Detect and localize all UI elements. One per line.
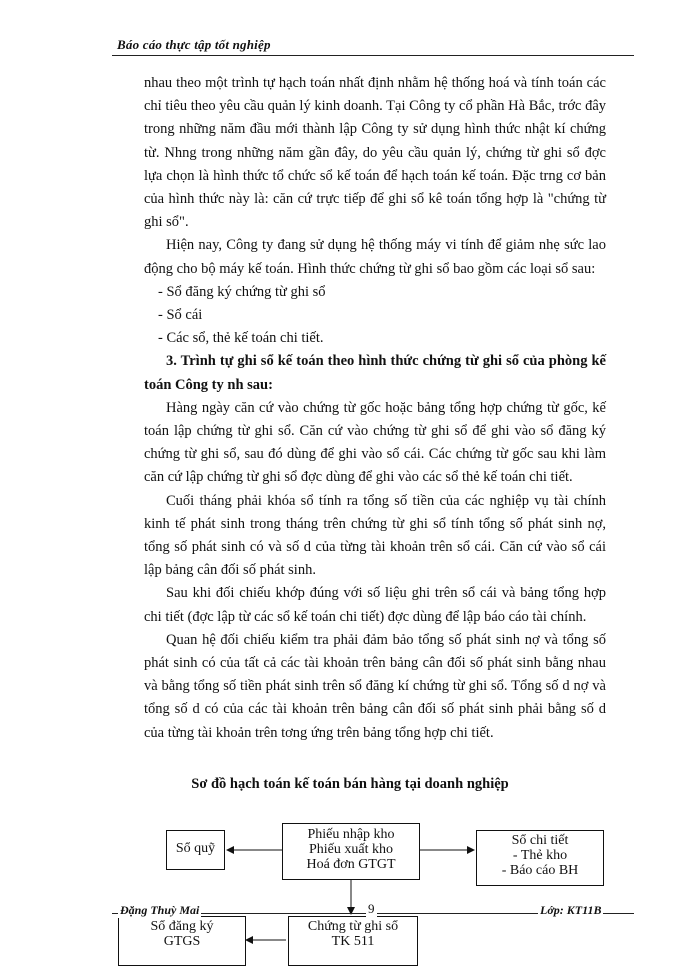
section-heading-3: 3. Trình tự ghi sổ kế toán theo hình thức chứng từ ghi sổ của phòng kế toán Công ty nh sau: [144,353,606,393]
box-sodangky-line-2: GTGS [163,934,201,949]
box-so-quy [166,830,225,870]
box-source-documents [282,823,420,880]
footer-page-number: 9 [368,901,375,916]
list-item-register: - Sổ đăng ký chứng từ ghi sổ [158,283,326,300]
box-sochitiet-line-2: - Thẻ kho [512,848,568,863]
paragraph-intro: nhau theo một trình tự hạch toán nhất định nhằm hệ thống hoá và tính toán các chỉ tiêu theo yêu cầu quản lý kinh doanh. Tại Công ty cổ phần Hà Bắc, trớc đây trong những năm đầu mới thành lập Công ty sử dụng hình thức nhật kí chứng từ. Nhng trong những năm gần đây, do yêu cầu quản lý, chứng từ ghi sổ đợc lựa chọn là hình thức tổ chức sổ kế toán để hạch toán kế toán. Đặc trng cơ bản của hình thức này là: căn cứ trực tiếp để ghi sổ kê toán tổng hợp là "chứng từ ghi sổ". [144,75,607,231]
paragraph-reconciliation: Sau khi đối chiếu khớp đúng với số liệu ghi trên sổ cái và bảng tổng hợp chi tiết (đợc lập từ các sổ kế toán chi tiết) đợc dùng để lập báo cáo tài chính. [144,585,606,625]
box-sodangky-line-1: Sổ đăng ký [150,919,214,934]
paragraph-daily-procedure: Hàng ngày căn cứ vào chứng từ gốc hoặc bảng tổng hợp chứng từ gốc, kế toán lập chứng từ ghi sổ. Căn cứ vào chứng từ ghi sổ để ghi vào sổ đăng ký chứng từ ghi sổ, sau đó dùng để ghi vào sổ cái. Các chứng từ gốc sau khi làm căn cứ lập chứng từ ghi sổ đợc dùng để ghi vào các sổ thẻ kế toán chi tiết. [144,399,606,486]
box-chungtu-line-1: Chứng từ ghi sổ [307,919,399,934]
box-source-line-2: Phiếu xuất kho [309,842,393,857]
list-item-detail-books: - Các sổ, thẻ kế toán chi tiết. [158,330,324,347]
diagram-title: Sơ đồ hạch toán kế toán bán hàng tại doanh nghiệp [191,776,509,792]
list-item-ledger: - Sổ cái [158,307,203,324]
footer-author: Đặng Thuỳ Mai [120,903,200,917]
box-chung-tu-ghi-so [288,916,418,966]
box-sochitiet-line-3: - Báo cáo BH [501,863,579,878]
paragraph-computer-system: Hiện nay, Công ty đang sử dụng hệ thống máy vi tính để giảm nhẹ sức lao động cho bộ máy kế toán. Hình thức chứng từ ghi sổ bao gồm các loại sổ sau: [144,237,606,277]
box-source-line-3: Hoá đơn GTGT [306,857,396,872]
report-header-title: Báo cáo thực tập tốt nghiệp [117,37,271,52]
paragraph-month-end: Cuối tháng phải khóa sổ tính ra tổng số tiền của các nghiệp vụ tài chính kinh tế phát sinh trong tháng trên chứng từ ghi sổ tính tổng số phát sinh nợ, tổng số phát sinh có và số d của từng tài khoản trên sổ cái. Căn cứ vào sổ cái lập bảng cân đối số phát sinh. [144,492,606,579]
box-so-dang-ky [118,916,246,966]
paragraph-balance-check: Quan hệ đối chiếu kiểm tra phải đảm bảo tổng số phát sinh nợ và tổng số phát sinh có của tất cả các tài khoản trên bảng cân đối số phát sinh bằng nhau và bằng tổng số tiền phát sinh trên sổ đăng kí chứng từ ghi sổ. Tổng số d nợ và tổng số d có của các tài khoản trên bảng cân đối số phát sinh phải bằng số d của từng tài khoản trên tơng ứng trên bảng tổng hợp chi tiết. [144,631,606,741]
box-source-line-1: Phiếu nhập kho [307,827,395,842]
box-sochitiet-line-1: Sổ chi tiết [511,833,569,848]
box-chungtu-line-2: TK 511 [331,934,375,949]
footer-class: Lớp: KT11B [540,903,602,917]
box-so-quy-label: Sổ quỹ [175,841,216,856]
box-so-chi-tiet [476,830,604,886]
